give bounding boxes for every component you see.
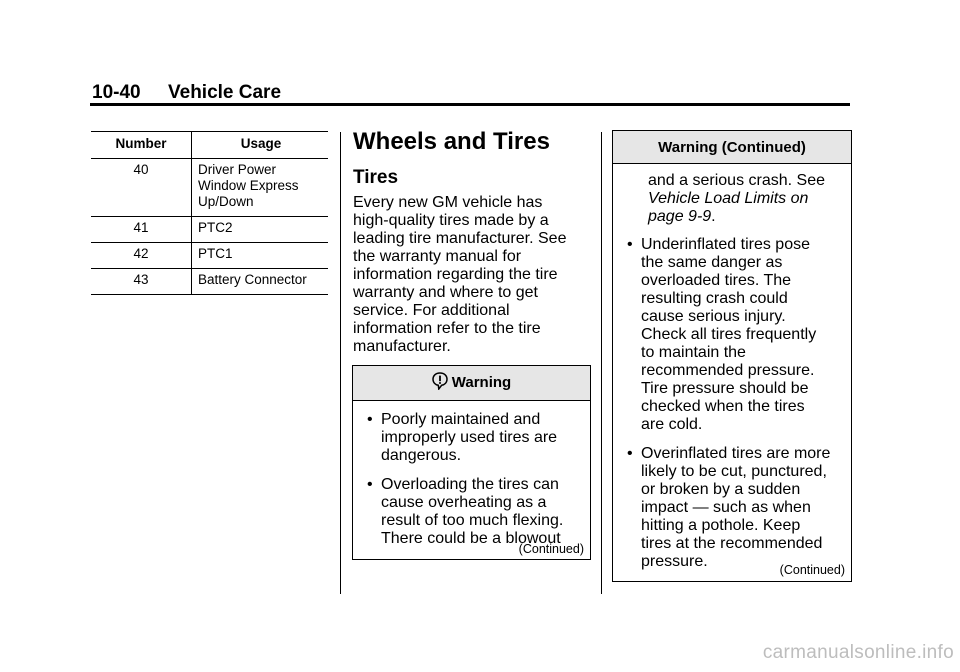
warning-lead-text: [613, 172, 851, 226]
list-item: [353, 476, 590, 548]
fuse-number: 42: [91, 243, 192, 269]
text-line: result of too much flexing.: [381, 512, 564, 529]
fuse-usage: Battery Connector: [192, 269, 329, 295]
usage-line: Up/Down: [198, 194, 254, 209]
text-line: likely to be cut, punctured,: [641, 463, 827, 480]
fuse-usage: [192, 159, 329, 217]
text-line: leading tire manufacturer. See: [353, 230, 567, 247]
usage-line: Window Express: [198, 178, 299, 193]
usage-line: Driver Power: [198, 162, 277, 177]
bullet: •: [627, 445, 633, 462]
text-line: are cold.: [641, 416, 703, 433]
warning-list: [353, 411, 590, 548]
section-title: Vehicle Care: [168, 82, 282, 103]
text-line: recommended pressure.: [641, 362, 815, 379]
text-line: cause overheating as a: [381, 494, 547, 511]
page-header: [92, 82, 281, 104]
text-line: Underinflated tires pose: [641, 236, 810, 253]
warning-box: [352, 365, 591, 560]
subsection-heading: Tires: [353, 167, 399, 188]
text-line: Poorly maintained and: [381, 411, 541, 428]
bullet: •: [367, 476, 373, 493]
text-line: tires at the recommended: [641, 535, 823, 552]
column-header-usage: Usage: [192, 132, 329, 159]
fuse-number: 40: [91, 159, 192, 217]
text-line: Tire pressure should be: [641, 380, 809, 397]
cross-reference-line: Vehicle Load Limits on: [648, 190, 809, 207]
text-line: impact — such as when: [641, 499, 811, 516]
watermark: carmanualsonline.info: [762, 642, 954, 663]
text-line: or broken by a sudden: [641, 481, 801, 498]
text-line: Every new GM vehicle has: [353, 194, 543, 211]
list-item: [613, 445, 851, 571]
tires-paragraph: [353, 194, 593, 356]
column-divider-left: [340, 132, 341, 594]
text-line: Overloading the tires can: [381, 476, 559, 493]
header-rule: [90, 103, 850, 106]
section-heading: Wheels and Tires: [353, 128, 550, 155]
text-line: manufacturer.: [353, 338, 451, 355]
continued-label: (Continued): [779, 563, 845, 577]
fuse-number: 41: [91, 217, 192, 243]
table-row: [91, 243, 328, 269]
text-line: There could be a blowout: [381, 530, 561, 547]
text-line: resulting crash could: [641, 290, 788, 307]
text-line: warranty and where to get: [353, 284, 538, 301]
text-line: Check all tires frequently: [641, 326, 817, 343]
text-line: high-quality tires made by a: [353, 212, 549, 229]
cross-reference-line: page 9-9: [648, 208, 712, 225]
text-line: overloaded tires. The: [641, 272, 792, 289]
fuse-table: [91, 131, 328, 295]
text-line: the warranty manual for: [353, 248, 522, 265]
text-line: information regarding the tire: [353, 266, 558, 283]
fuse-table-header: [91, 132, 328, 159]
column-divider-right: [601, 132, 602, 594]
bullet: •: [367, 411, 373, 428]
list-item: [613, 236, 851, 434]
cross-reference: [648, 208, 851, 226]
text-line: cause serious injury.: [641, 308, 786, 325]
text-line: pressure.: [641, 553, 708, 570]
text-line: and a serious crash. See: [648, 172, 825, 189]
warning-header: Warning (Continued): [613, 131, 851, 164]
fuse-number: 43: [91, 269, 192, 295]
text-line: information refer to the tire: [353, 320, 541, 337]
column-header-number: Number: [91, 132, 192, 159]
text-line: checked when the tires: [641, 398, 805, 415]
warning-title: Warning: [451, 374, 512, 391]
warning-box-continued: [612, 130, 852, 582]
table-row: [91, 217, 328, 243]
text-line: service. For additional: [353, 302, 510, 319]
text-line: dangerous.: [381, 447, 462, 464]
text-line: hitting a pothole. Keep: [641, 517, 801, 534]
table-row: [91, 269, 328, 295]
continued-label: (Continued): [518, 542, 584, 556]
page-number: 10-40: [92, 82, 141, 103]
warning-list: [613, 236, 851, 571]
bullet: •: [627, 236, 633, 253]
text-line: to maintain the: [641, 344, 746, 361]
warning-bubble-icon: [432, 372, 448, 390]
cross-reference: [648, 190, 851, 208]
warning-header: [353, 366, 590, 401]
list-item: [353, 411, 590, 465]
text-line: Overinflated tires are more: [641, 445, 831, 462]
text-line: the same danger as: [641, 254, 783, 271]
fuse-usage: PTC2: [192, 217, 329, 243]
text-line: improperly used tires are: [381, 429, 558, 446]
fuse-usage: PTC1: [192, 243, 329, 269]
table-row: [91, 159, 328, 217]
punctuation: .: [711, 208, 716, 225]
